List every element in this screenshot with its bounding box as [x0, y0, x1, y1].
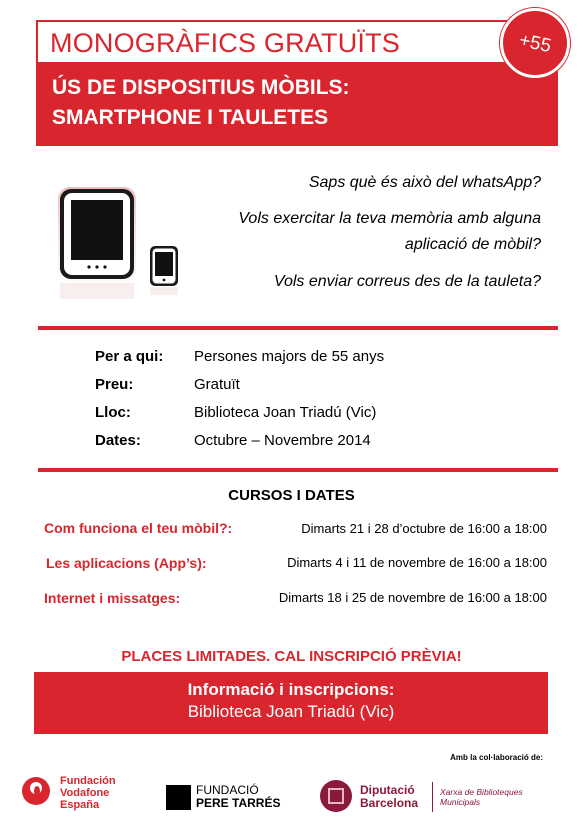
course-name-3: Internet i missatges:: [44, 590, 181, 606]
page-title: MONOGRÀFICS GRATUÏTS: [50, 28, 401, 58]
course-name-1: Com funciona el teu mòbil?:: [44, 520, 233, 536]
divider-bottom: [38, 468, 558, 472]
info-label-audience: Per a qui:: [95, 348, 164, 365]
question-2-line-2: aplicació de mòbil?: [404, 236, 541, 253]
info-value-audience: Persones majors de 55 anys: [194, 348, 385, 365]
question-2-line-1: Vols exercitar la teva memòria amb alguna: [238, 210, 541, 227]
course-date-1: Dimarts 21 i 28 d’octubre de 16:00 a 18:00: [301, 521, 547, 536]
pere-tarres-line-2: PERE TARRÉS: [196, 796, 281, 810]
vodafone-logo-icon: [22, 777, 50, 805]
course-date-3: Dimarts 18 i 25 de novembre de 16:00 a 18:00: [278, 590, 547, 605]
course-date-2: Dimarts 4 i 11 de novembre de 16:00 a 18:00: [287, 555, 547, 570]
diputacio-line-2: Barcelona: [360, 796, 419, 810]
vodafone-logo-line-2: Vodafone: [60, 787, 110, 799]
xarxa-line-2: Municipals: [440, 797, 481, 807]
smartphone-icon: [150, 246, 178, 295]
courses-title: CURSOS I DATES: [228, 487, 355, 504]
collaboration-label: Amb la col·laboració de:: [450, 753, 543, 762]
divider-top: [38, 326, 558, 330]
diputacio-logo-text: [360, 784, 418, 810]
contact-place: Biblioteca Joan Triadú (Vic): [187, 702, 395, 721]
question-1: Saps què és això del whatsApp?: [308, 174, 541, 191]
info-value-dates: Octubre – Novembre 2014: [194, 432, 371, 449]
info-value-place: Biblioteca Joan Triadú (Vic): [194, 404, 377, 421]
info-label-dates: Dates:: [95, 432, 141, 449]
pere-tarres-logo-text: [196, 784, 280, 810]
age-badge-label: +55: [517, 29, 554, 58]
devices-illustration: [54, 183, 184, 305]
diputacio-line-1: Diputació: [360, 783, 415, 797]
registration-notice: PLACES LIMITADES. CAL INSCRIPCIÓ PRÈVIA!: [121, 648, 462, 665]
course-name-2: Les aplicacions (App’s):: [46, 555, 207, 571]
pere-tarres-logo-icon: [166, 785, 191, 810]
contact-heading: Informació i inscripcions:: [187, 680, 395, 699]
vodafone-logo-line-3: España: [60, 799, 100, 811]
subtitle-line-2: SMARTPHONE I TAULETES: [52, 106, 329, 129]
diputacio-seal-icon: [320, 780, 352, 812]
logo-separator: [432, 782, 433, 812]
xarxa-logo-text: [440, 787, 523, 807]
tablet-icon: [58, 187, 136, 299]
question-3: Vols enviar correus des de la tauleta?: [273, 273, 541, 290]
pere-tarres-line-1: FUNDACIÓ: [196, 783, 259, 797]
vodafone-logo-text: [60, 775, 116, 811]
xarxa-line-1: Xarxa de Biblioteques: [440, 787, 523, 797]
info-value-price: Gratuït: [194, 376, 240, 393]
info-label-price: Preu:: [95, 376, 134, 393]
info-label-place: Lloc:: [95, 404, 131, 421]
subtitle-banner: [36, 62, 558, 146]
vodafone-logo-line-1: Fundación: [60, 775, 116, 787]
subtitle-line-1: ÚS DE DISPOSITIUS MÒBILS:: [52, 76, 350, 99]
